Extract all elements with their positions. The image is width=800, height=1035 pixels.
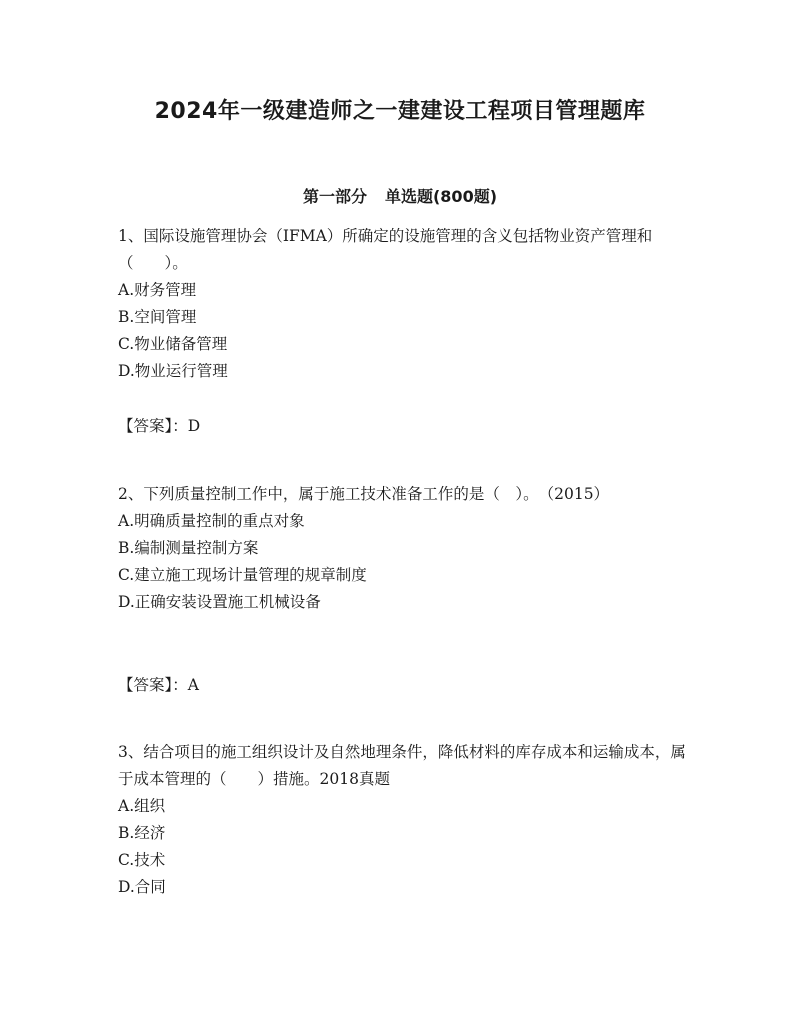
section-heading [0,184,800,207]
question-stem: 1、国际设施管理协会（IFMA）所确定的设施管理的含义包括物业资产管理和（ ）。 [118,227,653,272]
section-part: 第一部分 [302,187,367,206]
option-a: A.明确质量控制的重点对象 [118,512,305,530]
option-b: B.经济 [118,824,166,842]
question-2 [118,481,688,616]
answer-1: 【答案】：D [118,417,201,435]
question-1 [118,223,688,385]
option-b: B.编制测量控制方案 [118,539,259,557]
option-d: D.正确安装设置施工机械设备 [118,593,321,611]
option-c: C.物业储备管理 [118,335,228,353]
section-name: 单选题(800题) [384,187,498,206]
document-title: 2024年一级建造师之一建建设工程项目管理题库 [154,99,646,124]
option-d: D.合同 [118,878,166,896]
option-b: B.空间管理 [118,308,197,326]
option-c: C.技术 [118,851,166,869]
option-a: A.组织 [118,797,166,815]
question-stem: 3、结合项目的施工组织设计及自然地理条件，降低材料的库存成本和运输成本，属于成本管理的（ ）措施。2018真题 [118,743,686,788]
option-d: D.物业运行管理 [118,362,228,380]
question-3 [118,739,688,901]
option-c: C.建立施工现场计量管理的规章制度 [118,566,367,584]
option-a: A.财务管理 [118,281,197,299]
answer-2: 【答案】：A [118,676,199,694]
question-stem: 2、下列质量控制工作中，属于施工技术准备工作的是（ ）。 （2015） [118,485,610,503]
